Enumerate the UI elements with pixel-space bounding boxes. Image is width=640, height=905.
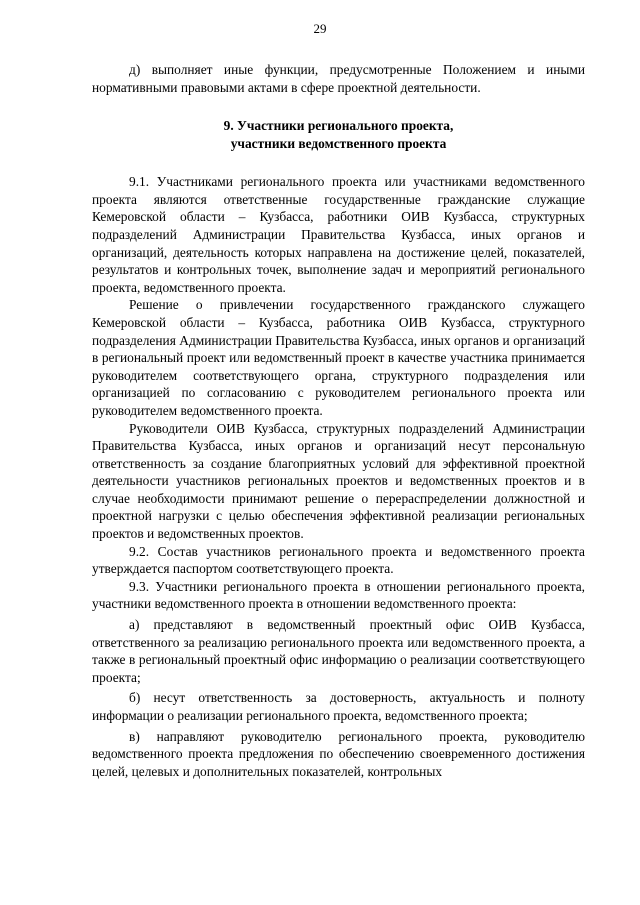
paragraph-9-3: 9.3. Участники регионального проекта в отношении регионального проекта, участники ведомственного проекта в отношении ведомственного проекта: — [92, 578, 585, 612]
paragraph-decision: Решение о привлечении государственного гражданского служащего Кемеровской области – Кузбасса, работника ОИВ Кузбасса, структурного подразделения Администрации Правительства Кузбасса, иных органов и организаций в региональный проект или ведомственный проект в качестве участника принимается руководителем соответствующего органа, структурного подразделения или организацией по согласованию с руководителем регионального проекта или руководителем ведомственного проекта. — [92, 297, 585, 418]
section-title-line-2: участники ведомственного проекта — [230, 136, 447, 152]
item-d-paragraph: д) выполняет иные функции, предусмотренные Положением и иными нормативными правовыми актами в сфере проектной деятельности. — [92, 62, 585, 95]
section-title-line-1: 9. Участники регионального проекта, — [223, 118, 454, 134]
document-body — [92, 61, 585, 780]
section-title — [92, 117, 585, 153]
paragraph-9-1: 9.1. Участниками регионального проекта или участниками ведомственного проекта являются ответственные государственные гражданские служащие Кемеровской области – Кузбасса, работники ОИВ Кузбасса, структурных подразделений Администрации Правительства Кузбасса, иных органов и организаций, деятельность которых направлена на достижение целей, показателей, результатов и контрольных точек, выполнение задач и мероприятий регионального проекта, ведомственного проекта. — [92, 174, 585, 295]
paragraph-heads-responsibility: Руководители ОИВ Кузбасса, структурных подразделений Администрации Правительства Кузбасса, иных органов и организаций несут персональную ответственность за создание благоприятных условий для эффективной проектной деятельности участников региональных проектов и ведомственных проектов и в случае необходимости принимают решение о перераспределении должностной и проектной нагрузки с целью обеспечения эффективной реализации региональных проектов и ведомственных проектов. — [92, 420, 585, 542]
page-number: 29 — [313, 21, 327, 36]
list-item-a: а) представляют в ведомственный проектный офис ОИВ Кузбасса, ответственного за реализацию регионального проекта или ведомственного проекта, а также в региональный проектный офис информацию о реализации соответствующего проекта; — [92, 617, 585, 685]
paragraph-9-2: 9.2. Состав участников регионального проекта и ведомственного проекта утверждается паспортом соответствующего проекта. — [92, 543, 585, 577]
list-item-b: б) несут ответственность за достоверность, актуальность и полноту информации о реализации регионального проекта, ведомственного проекта; — [92, 690, 585, 723]
list-item-v: в) направляют руководителю регионального проекта, руководителю ведомственного проекта предложения по обеспечению своевременного достижения целей, целевых и дополнительных показателей, контрольных — [92, 728, 585, 779]
